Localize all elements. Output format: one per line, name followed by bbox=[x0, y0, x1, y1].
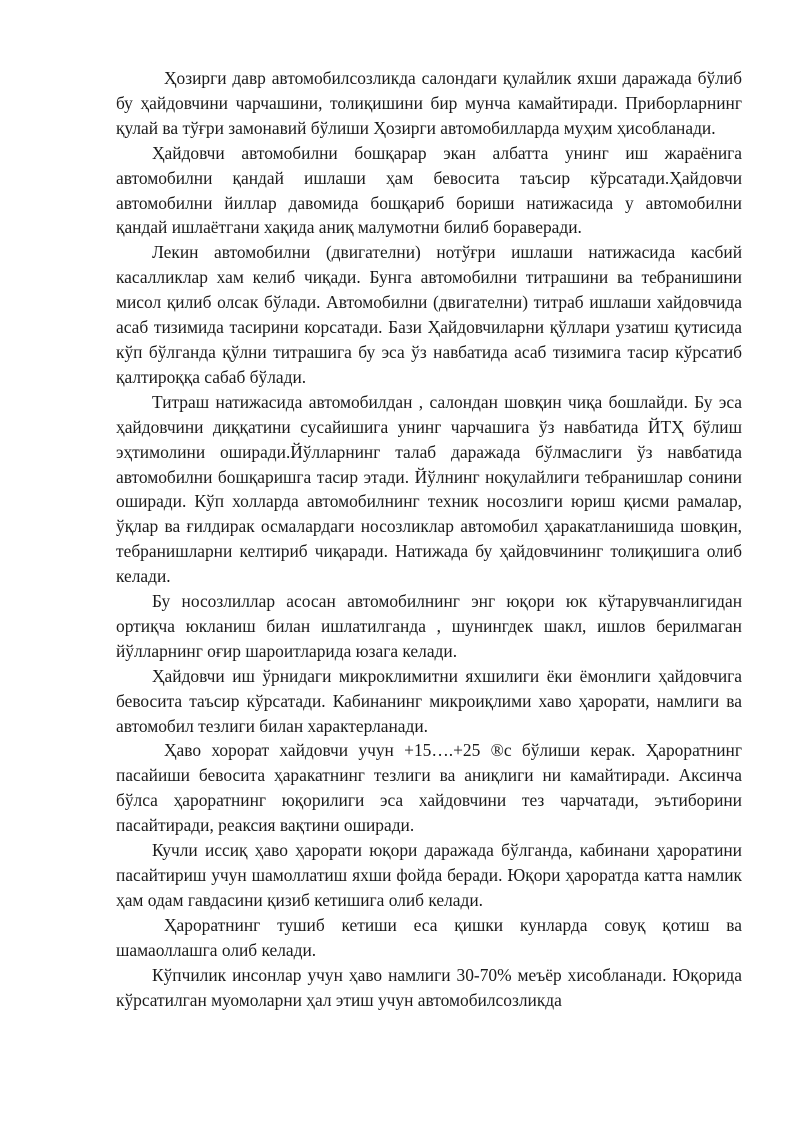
paragraph: Ҳайдовчи иш ўрнидаги микроклимитни яхшилиги ёки ёмонлиги ҳайдовчига бевосита таъсир кўрсатади. Кабинанинг микроиқлими хаво ҳарорати, намлиги ва автомобил тезлиги билан характерланади. bbox=[116, 665, 742, 736]
paragraph: Бу носозлиллар асосан автомобилнинг энг юқори юк кўтарувчанлигидан ортиқча юкланиш билан ишлатилганда , шунингдек шакл, ишлов берилмаган йўлларнинг оғир шароитларида юзага келади. bbox=[116, 591, 742, 661]
paragraph: Ҳозирги давр автомобилсозликда салондаги қулайлик яхши даражада бўлиб бу ҳайдовчини чарчашини, толиқишини бир мунча камайтиради. Приборларнинг қулай ва тўғри замонавий бўлиши Ҳозирги автомобилларда муҳим ҳисобланади. bbox=[116, 68, 742, 138]
paragraph: Ҳароратнинг тушиб кетиши еса қишки кунларда совуқ қотиш ва шамаоллашга олиб келади. bbox=[116, 914, 742, 960]
paragraph: Ҳайдовчи автомобилни бошқарар экан албатта унинг иш жараёнига автомобилни қандай ишлаши ҳам бевосита таъсир кўрсатади.Ҳайдовчи автомобилни йиллар давомида бошқариб бориши натижасида у автомобилни қандай ишлаётгани хақида аниқ малумотни билиб бораверади. bbox=[116, 142, 742, 238]
paragraph: Ҳаво хорорат хайдовчи учун +15….+25 ®с бўлиши керак. Ҳароратнинг пасайиши бевосита ҳаракатнинг тезлиги ва аниқлиги ни камайтиради. Аксинча бўлса ҳароратнинг юқорилиги эса хайдовчини тез чарчатади, эътиборини пасайтиради, реаксия вақтини оширади. bbox=[116, 740, 742, 836]
paragraph: Кучли иссиқ ҳаво ҳарорати юқори даражада бўлганда, кабинани ҳароратини пасайтириш учун шамоллатиш яхши фойда беради. Юқори ҳароратда катта намлик ҳам одам гавдасини қизиб кетишига олиб келади. bbox=[116, 840, 742, 910]
paragraph: Кўпчилик инсонлар учун ҳаво намлиги 30-70% меъёр хисобланади. Юқорида кўрсатилган муомоларни ҳал этиш учун автомобилсозликда bbox=[116, 964, 742, 1010]
paragraph: Титраш натижасида автомобилдан , салондан шовқин чиқа бошлайди. Бу эса ҳайдовчини диққатини сусайишига унинг чарчашига ўз навбатида ЙТҲ бўлиш эҳтимолини оширади.Йўлларнинг талаб даражада бўлмаслиги ўз навбатида автомобилни бошқаришга тасир этади. Йўлнинг ноқулайлиги тебранишлар сонини оширади. Кўп холларда автомобилнинг техник носозлиги юриш қисми рамалар, ўқлар ва ғилдирак осмалардаги носозликлар автомобил ҳаракатланишида шовқин, тебранишларни келтириб чиқаради. Натижада бу ҳайдовчининг толиқишига олиб келади. bbox=[116, 391, 742, 587]
paragraph: Лекин автомобилни (двигателни) нотўғри ишлаши натижасида касбий касалликлар хам келиб чиқади. Бунга автомобилни титрашини ва тебранишини мисол қилиб олсак бўлади. Автомобилни (двигателни) титраб ишлаши хайдовчида асаб тизимида тасирини корсатади. Бази Ҳайдовчиларни қўллари узатиш қутисида кўп бўлганда қўлни титрашига бу эса ўз навбатида асаб тизимига тасир кўрсатиб қалтироққа сабаб бўлади. bbox=[116, 242, 742, 387]
